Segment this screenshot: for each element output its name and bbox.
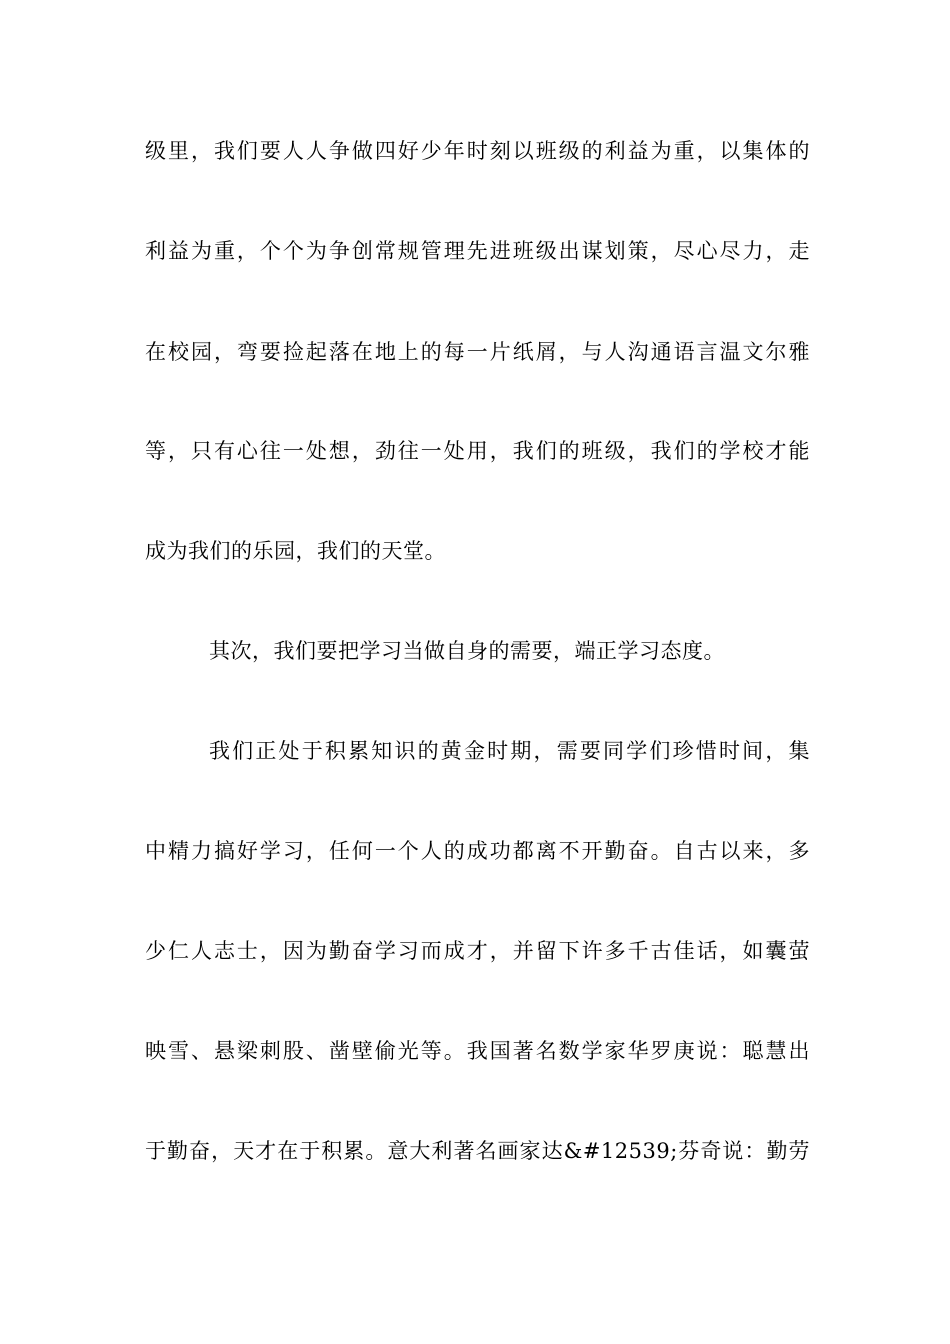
text-line-8: 中精力搞好学习，任何一个人的成功都离不开勤奋。自古以来，多: [145, 839, 810, 863]
text-line-11: 于勤奋，天才在于积累。意大利著名画家达&#12539;芬奇说：勤劳: [145, 1139, 810, 1163]
text-line-9: 少仁人志士，因为勤奋学习而成才，并留下许多千古佳话，如囊萤: [145, 939, 810, 963]
text-line-5: 成为我们的乐园，我们的天堂。: [145, 539, 446, 563]
text-line-7: 我们正处于积累知识的黄金时期，需要同学们珍惜时间，集: [209, 739, 810, 763]
text-line-3: 在校园，弯要捡起落在地上的每一片纸屑，与人沟通语言温文尔雅: [145, 340, 810, 364]
text-line-1: 级里，我们要人人争做四好少年时刻以班级的利益为重，以集体的: [145, 139, 810, 163]
text-line-2: 利益为重，个个为争创常规管理先进班级出谋划策，尽心尽力，走: [145, 239, 810, 263]
text-line-10: 映雪、悬梁刺股、凿壁偷光等。我国著名数学家华罗庚说：聪慧出: [145, 1039, 810, 1063]
text-line-4: 等，只有心往一处想，劲往一处用，我们的班级，我们的学校才能: [145, 439, 810, 463]
text-line-6: 其次，我们要把学习当做自身的需要，端正学习态度。: [209, 639, 725, 663]
